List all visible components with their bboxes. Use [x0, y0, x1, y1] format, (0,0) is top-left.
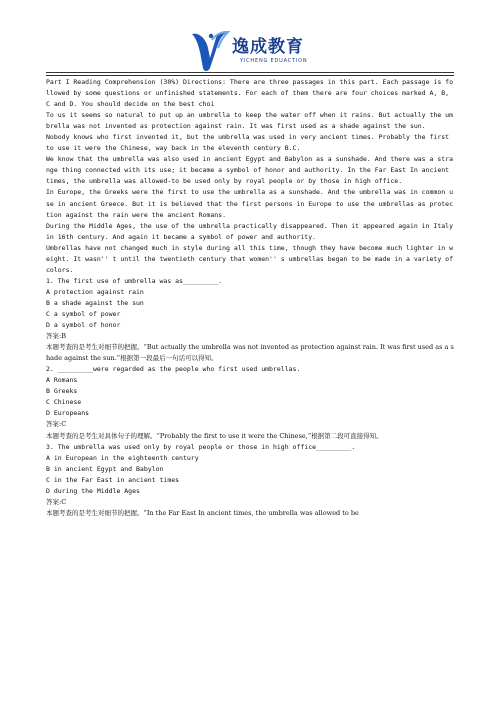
- question-2-stem: 2. _________were regarded as the people who first used umbrellas.: [46, 365, 301, 374]
- passage-paragraph-6: Umbrellas have not changed much in style during all this time, though they have become much lighter in weight. It wasn'' t until the twentieth century that women'' s umbrellas began to be made in a variety of colors.: [46, 243, 453, 274]
- yicheng-logo: [190, 28, 310, 72]
- passage-paragraph-3: We know that the umbrella was also used in ancient Egypt and Babylon as a sunshade. And there was a strange thing connected with its use; it became a symbol of honor and authority. In the Far East In ancient times, the umbrella was allowed-to be used only by royal people or by those in high office.: [46, 155, 453, 186]
- question-1-answer: 答案:B: [46, 332, 66, 341]
- question-1-stem: 1. The first use of umbrella was as_________.: [46, 276, 223, 285]
- question-2-option-d: D Europeans: [46, 409, 90, 418]
- question-1-explanation: 本题考查的是考生对细节的把握。“But actually the umbrella was not invented as protection against rain. It was first used as a shade against the sun.”根据第一段最后一句话可以得知。: [46, 343, 454, 363]
- passage-paragraph-1: To us it seems so natural to put up an umbrella to keep the water off when it rains. But actually the umbrella was not invented as protection against rain. It was first used as a shade against the sun.: [46, 111, 453, 131]
- question-2-answer: 答案:C: [46, 420, 67, 429]
- question-3-option-d: D during the Middle Ages: [46, 486, 140, 495]
- logo-chinese-text: 逸成教育: [232, 37, 304, 57]
- question-2-option-a: A Romans: [46, 376, 78, 385]
- question-1-option-a: A protection against rain: [46, 287, 144, 296]
- question-1-option-c: C a symbol of power: [46, 309, 121, 318]
- question-1-option-d: D a symbol of honor: [46, 321, 121, 330]
- question-3-stem: 3. The umbrella was used only by royal people or those in high office_________.: [46, 442, 356, 451]
- question-2-option-c: C Chinese: [46, 398, 82, 407]
- question-2-explanation: 本题考查的是考生对具体句子的理解。“Probably the first to use it were the Chinese,”根据第二段可直接得知。: [46, 431, 383, 440]
- question-3-option-a: A in European in the eighteenth century: [46, 453, 199, 462]
- page-header: [0, 0, 496, 76]
- logo-swoosh-icon: [190, 28, 230, 72]
- question-3-option-b: B in ancient Egypt and Babylon: [46, 464, 164, 473]
- passage-paragraph-4: In Europe, the Greeks were the first to use the umbrella as a sunshade. And the umbrella was in common use in ancient Greece. But it is believed that the first persons in Europe to use the umbrellas as protection against the rain were the ancient Romans.: [46, 188, 453, 219]
- passage-paragraph-5: During the Middle Ages, the use of the umbrella practically disappeared. Then it appeared again in Italy in 16th century. And again it became a symbol of power and authority.: [46, 221, 453, 241]
- document-body: [46, 77, 456, 519]
- passage-paragraph-2: Nobody knows who first invented it, but the umbrella was used in very ancient times. Probably the first to use it were the Chinese, way back in the eleventh century B.C.: [46, 133, 450, 153]
- question-3-answer: 答案:C: [46, 497, 67, 506]
- question-3-option-c: C in the Far East in ancient times: [46, 475, 180, 484]
- instructions-paragraph: Part I Reading Comprehension (30%) Directions: There are three passages in this part. Each passage is followed by some questions or unfinished statements. For each of them there are four choices marked A, B, C and D. You should decide on the best choi: [46, 78, 453, 109]
- question-3-explanation: 本题考查的是考生对细节的把握。“In the Far East In ancient times, the umbrella was allowed to be: [46, 508, 359, 517]
- question-1-option-b: B a shade against the sun: [46, 298, 144, 307]
- header-rule-top: [46, 72, 454, 73]
- logo-english-text: YICHENG EDUACTION: [240, 58, 308, 64]
- question-2-option-b: B Greeks: [46, 387, 78, 396]
- header-rule-bottom: [46, 75, 454, 76]
